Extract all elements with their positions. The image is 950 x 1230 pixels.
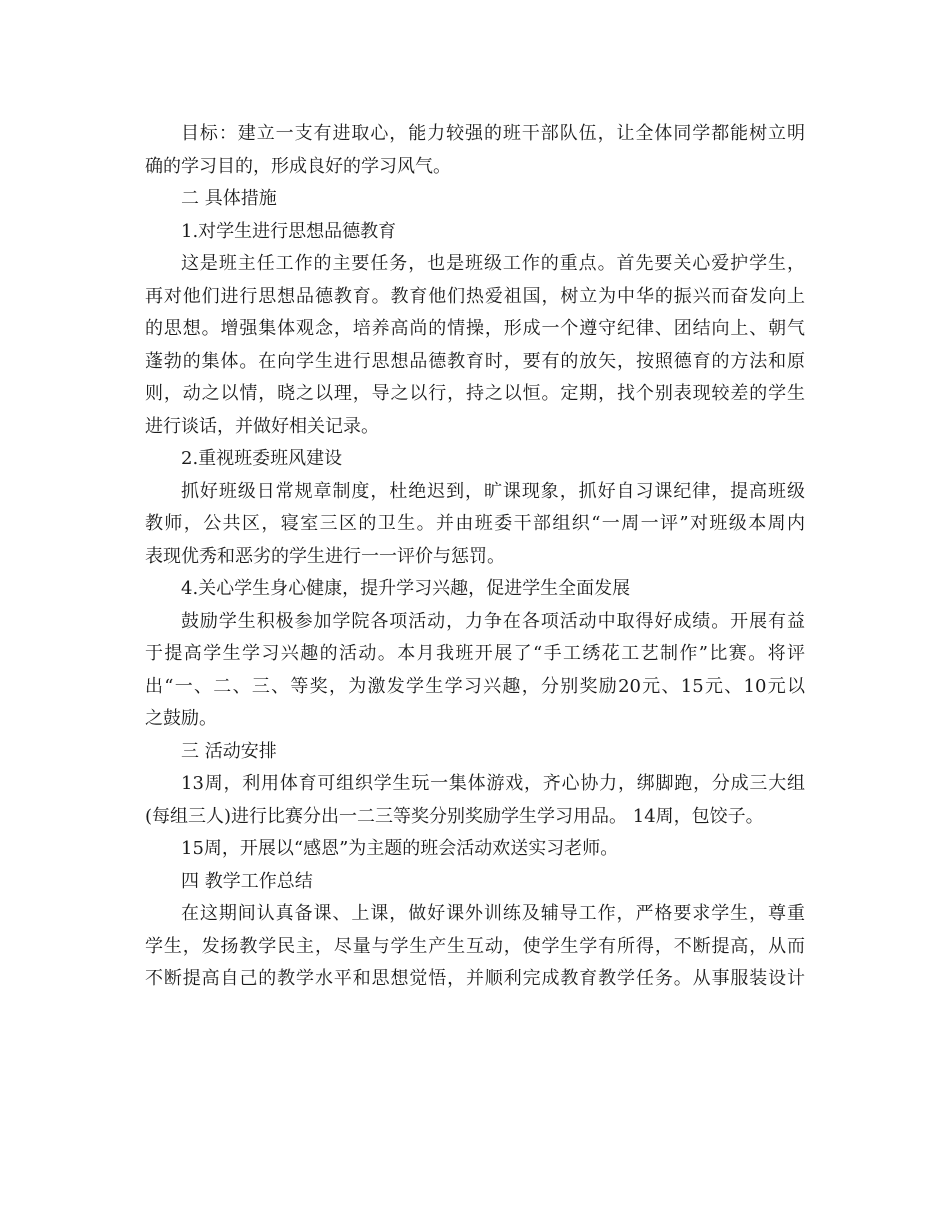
- paragraph-student-health: [145, 606, 805, 736]
- text-line: 三 活动安排: [181, 740, 277, 762]
- subheading-class-committee: [145, 443, 805, 476]
- text-line: 则，动之以情，晓之以理，导之以行，持之以恒。定期，找个别表现较差的学生: [145, 383, 805, 404]
- text-line: 目标：建立一支有进取心，能力较强的班干部队伍，让全体同学都能树立明: [181, 123, 805, 144]
- text-line: 出“一、二、三、等奖，为激发学生学习兴趣，分别奖励20元、15元、10元以: [145, 675, 805, 697]
- text-line: 蓬勃的集体。在向学生进行思想品德教育时，要有的放矢，按照德育的方法和原: [145, 350, 805, 372]
- section-heading-teaching-summary: [145, 866, 805, 899]
- text-line: 再对他们进行思想品德教育。教育他们热爱祖国，树立为中华的振兴而奋发向上: [145, 285, 805, 307]
- text-line: 1.对学生进行思想品德教育: [181, 220, 397, 242]
- text-line: 学生，发扬教学民主，尽量与学生产生互动，使学生学有所得，不断提高，从而: [145, 935, 805, 957]
- text-line: 4.关心学生身心健康，提升学习兴趣，促进学生全面发展: [181, 578, 631, 599]
- text-line: 在这期间认真备课、上课，做好课外训练及辅导工作，严格要求学生，尊重: [181, 903, 805, 924]
- text-line: 之鼓励。: [145, 708, 217, 729]
- subheading-moral-education: [145, 216, 805, 249]
- text-line: 抓好班级日常规章制度，杜绝迟到，旷课现象，抓好自习课纪律，提高班级: [181, 480, 805, 502]
- text-line: 的思想。增强集体观念，培养高尚的情操，形成一个遵守纪律、团结向上、朝气: [145, 318, 805, 339]
- text-line: 进行谈话，并做好相关记录。: [145, 415, 379, 437]
- text-line: 不断提高自己的教学水平和思想觉悟，并顺利完成教育教学任务。从事服装设计: [145, 968, 805, 989]
- paragraph-goal: [145, 118, 805, 183]
- text-line: 2.重视班委班风建设: [181, 448, 343, 469]
- text-line: 鼓励学生积极参加学院各项活动，力争在各项活动中取得好成绩。开展有益: [181, 610, 805, 632]
- text-line: 教师，公共区，寝室三区的卫生。并由班委干部组织“一周一评”对班级本周内: [145, 513, 805, 534]
- text-line: 确的学习目的，形成良好的学习风气。: [145, 155, 451, 177]
- text-line: 表现优秀和恶劣的学生进行一一评价与惩罚。: [145, 545, 505, 567]
- text-line: 四 教学工作总结: [181, 870, 313, 892]
- document-body: [145, 118, 805, 996]
- text-line: 13周，利用体育可组织学生玩一集体游戏，齐心协力，绑脚跑，分成三大组: [181, 773, 805, 794]
- paragraph-week-13: [145, 768, 805, 833]
- paragraph-class-committee: [145, 476, 805, 574]
- paragraph-teaching-summary: [145, 898, 805, 996]
- text-line: 15周，开展以“感恩”为主题的班会活动欢送实习老师。: [181, 838, 619, 859]
- section-heading-activities: [145, 736, 805, 769]
- text-line: 二 具体措施: [181, 188, 277, 209]
- paragraph-week-15: [145, 833, 805, 866]
- paragraph-moral-education: [145, 248, 805, 443]
- subheading-student-health: [145, 573, 805, 606]
- text-line: (每组三人)进行比赛分出一二三等奖分别奖励学生学习用品。 14周，包饺子。: [145, 805, 764, 827]
- text-line: 这是班主任工作的主要任务，也是班级工作的重点。首先要关心爱护学生，: [181, 253, 805, 274]
- text-line: 于提高学生学习兴趣的活动。本月我班开展了“手工绣花工艺制作”比赛。将评: [145, 643, 805, 664]
- section-heading-measures: [145, 183, 805, 216]
